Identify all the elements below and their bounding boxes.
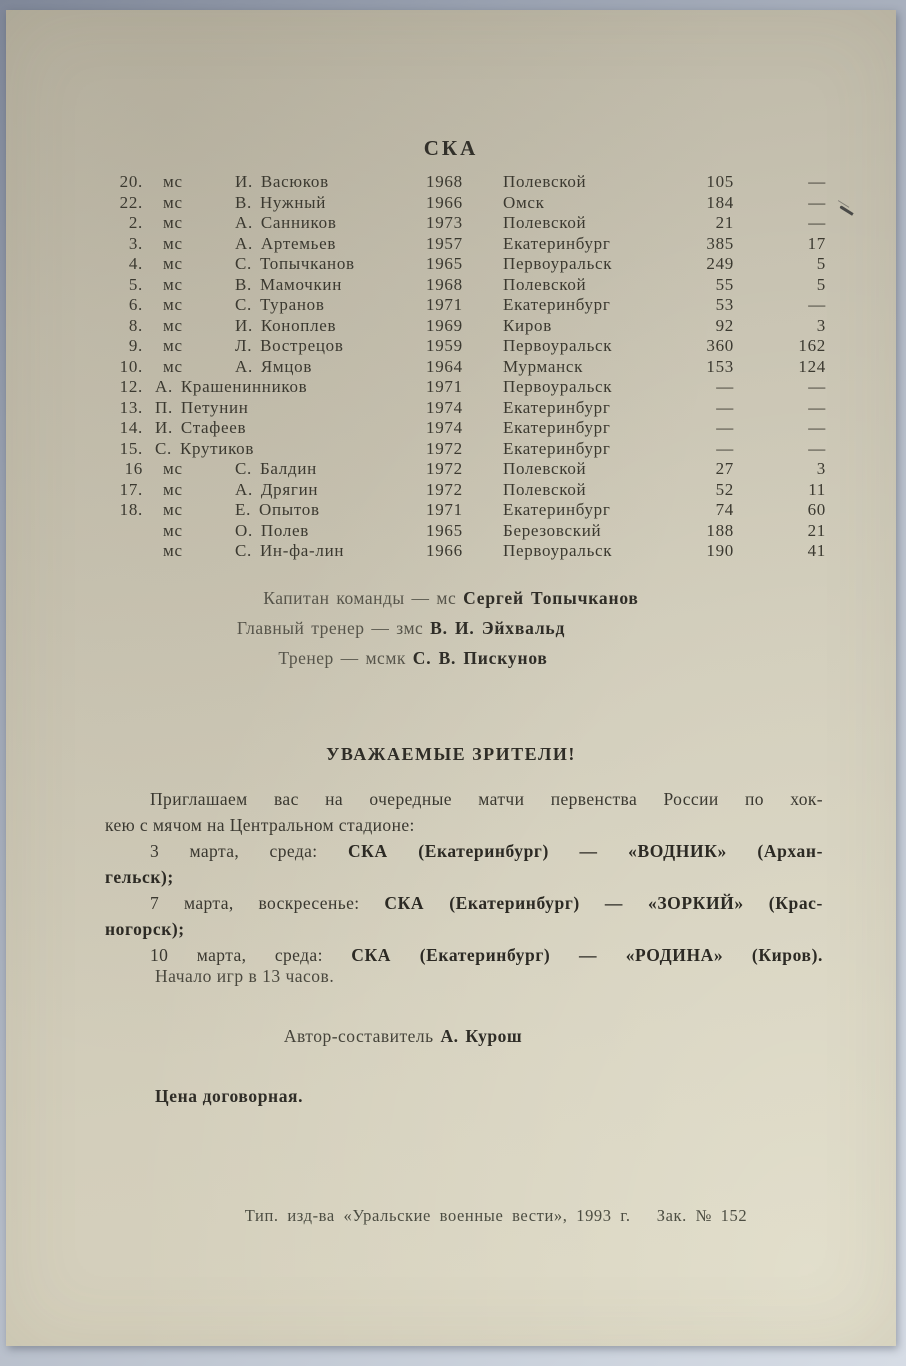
intro-paragraph — [105, 786, 823, 838]
player-city: Полевской — [503, 459, 587, 478]
goals-count: 3 — [816, 315, 826, 335]
captain-line — [6, 583, 896, 613]
birth-year: 1969 — [426, 315, 463, 335]
player-number: 15. — [119, 438, 143, 458]
goals-count: 5 — [816, 254, 826, 273]
birth-year: 1971 — [426, 500, 463, 519]
goals-count: — — [808, 418, 826, 437]
games-count: 74 — [715, 500, 734, 519]
player-name: А. Артемьев — [235, 233, 337, 253]
player-city: Полевской — [503, 479, 587, 499]
roster-row — [95, 316, 832, 337]
player-name: Л. Вострецов — [235, 336, 344, 355]
player-number: 16 — [124, 459, 143, 478]
match-line — [105, 890, 823, 916]
birth-year: 1959 — [426, 336, 463, 355]
games-count: 249 — [706, 254, 734, 273]
roster-row — [95, 480, 832, 501]
captain-name: Сергей Топычканов — [463, 588, 639, 608]
pen-mark-artifact — [839, 205, 853, 215]
goals-count: 17 — [807, 233, 826, 253]
player-city: Киров — [503, 315, 552, 335]
staff-block — [6, 583, 896, 673]
player-number: 13. — [119, 397, 143, 417]
birth-year: 1971 — [426, 295, 463, 314]
roster-row — [95, 193, 832, 214]
head-coach-name: В. И. Эйхвальд — [430, 618, 566, 638]
match-line — [105, 942, 823, 968]
match-announcement — [105, 942, 823, 968]
player-rank: мс — [163, 479, 183, 499]
player-city: Екатеринбург — [503, 418, 611, 437]
roster-table — [95, 172, 832, 562]
roster-row — [95, 254, 832, 275]
games-count: 360 — [706, 336, 734, 355]
birth-year: 1974 — [426, 397, 463, 417]
games-count: 385 — [706, 233, 734, 253]
birth-year: 1974 — [426, 418, 463, 437]
player-city: Первоуральск — [503, 254, 613, 273]
player-number: 6. — [128, 295, 143, 314]
player-rank: мс — [163, 233, 183, 253]
scanned-program-page — [6, 10, 896, 1346]
price-line: Цена договорная. — [155, 1086, 304, 1106]
captain-label: Капитан команды — мс — [263, 588, 457, 608]
games-count: — — [716, 438, 734, 458]
birth-year: 1966 — [426, 541, 463, 560]
roster-row — [95, 295, 832, 316]
player-name: О. Полев — [235, 520, 309, 540]
roster-row — [95, 521, 832, 542]
player-city: Полевской — [503, 213, 587, 232]
page-title: СКА — [423, 136, 479, 160]
player-city: Екатеринбург — [503, 233, 611, 253]
imprint-text: Тип. изд-ва «Уральские военные вести», 1993 г. Зак. № 152 — [244, 1206, 748, 1225]
player-number: 4. — [128, 254, 143, 273]
birth-year: 1964 — [426, 356, 463, 376]
player-number: 2. — [128, 213, 143, 232]
goals-count: — — [808, 192, 826, 212]
games-count: 27 — [715, 459, 734, 478]
roster-row — [95, 377, 832, 398]
match-continuation-text: гельск); — [105, 867, 174, 887]
games-count: 92 — [715, 315, 734, 335]
games-count: 105 — [706, 172, 734, 191]
start-time-line: Начало игр в 13 часов. — [155, 966, 335, 986]
player-name: И. Васюков — [235, 172, 329, 191]
match-date: 10 марта, среда: — [150, 945, 352, 965]
birth-year: 1968 — [426, 274, 463, 294]
goals-count: — — [808, 213, 826, 232]
birth-year: 1973 — [426, 213, 463, 232]
birth-year: 1968 — [426, 172, 463, 191]
roster-row — [95, 172, 832, 193]
player-city: Полевской — [503, 172, 587, 191]
player-city: Екатеринбург — [503, 500, 611, 519]
goals-count: — — [808, 438, 826, 458]
player-number: 9. — [128, 336, 143, 355]
player-number: 3. — [128, 233, 143, 253]
games-count: 21 — [715, 213, 734, 232]
player-name: С. Крутиков — [155, 438, 255, 458]
imprint-line — [6, 1206, 896, 1226]
author-line — [6, 1026, 896, 1047]
goals-count: — — [808, 377, 826, 396]
birth-year: 1966 — [426, 192, 463, 212]
player-number: 18. — [119, 500, 143, 519]
roster-row — [95, 541, 832, 562]
player-name: С. Топычканов — [235, 254, 355, 273]
player-rank: мс — [163, 172, 183, 191]
intro-line-1: Приглашаем вас на очередные матчи первенства России по хок- — [150, 789, 823, 809]
birth-year: 1971 — [426, 377, 463, 396]
birth-year: 1965 — [426, 520, 463, 540]
player-name: С. Балдин — [235, 459, 317, 478]
player-rank: мс — [163, 295, 183, 314]
author-line-inner — [284, 1026, 522, 1046]
coach-line — [0, 643, 858, 673]
match-continuation — [105, 916, 823, 942]
match-teams: СКА (Екатеринбург) — «ЗОРКИЙ» (Крас- — [384, 893, 823, 913]
player-rank: мс — [163, 336, 183, 355]
goals-count: 11 — [808, 479, 826, 499]
player-rank: мс — [163, 356, 183, 376]
head-coach-line — [0, 613, 846, 643]
goals-count: 3 — [816, 459, 826, 478]
player-number — [95, 521, 143, 542]
player-name: А. Дрягин — [235, 479, 319, 499]
goals-count: 41 — [807, 541, 826, 560]
roster-row — [95, 418, 832, 439]
match-teams: СКА (Екатеринбург) — «РОДИНА» (Киров). — [351, 945, 823, 965]
games-count: 52 — [715, 479, 734, 499]
match-teams: СКА (Екатеринбург) — «ВОДНИК» (Архан- — [347, 841, 823, 861]
player-name: А. Санников — [235, 213, 337, 232]
birth-year: 1965 — [426, 254, 463, 273]
birth-year: 1957 — [426, 233, 463, 253]
head-coach-label: Главный тренер — змс — [236, 618, 424, 638]
player-rank: мс — [163, 500, 183, 519]
games-count: 188 — [706, 520, 734, 540]
coach-name: С. В. Пискунов — [412, 648, 548, 668]
author-label: Автор-составитель — [283, 1026, 434, 1046]
match-line — [105, 838, 823, 864]
player-name: А. Крашенинников — [155, 377, 308, 396]
player-rank: мс — [163, 192, 183, 212]
games-count: 184 — [706, 192, 734, 212]
match-date: 3 марта, среда: — [150, 841, 348, 861]
match-announcement — [105, 890, 823, 942]
roster-row — [95, 234, 832, 255]
games-count: 55 — [715, 274, 734, 294]
player-name: П. Петунин — [155, 397, 249, 417]
player-rank: мс — [163, 459, 183, 478]
goals-count: 124 — [798, 356, 826, 376]
goals-count: 21 — [807, 520, 826, 540]
player-rank: мс — [163, 541, 183, 560]
player-number: 8. — [128, 315, 143, 335]
roster-row — [95, 336, 832, 357]
player-rank: мс — [163, 213, 183, 232]
player-city: Екатеринбург — [503, 438, 611, 458]
roster-row — [95, 275, 832, 296]
goals-count: — — [808, 397, 826, 417]
player-rank: мс — [163, 274, 183, 294]
player-name: Е. Опытов — [235, 500, 320, 519]
goals-count: — — [808, 295, 826, 314]
player-name: С. Ин-фа-лин — [235, 541, 345, 560]
match-continuation-text: ногорск); — [105, 919, 185, 939]
player-city: Березовский — [503, 520, 602, 540]
match-date: 7 марта, воскресенье: — [150, 893, 385, 913]
player-number: 20. — [119, 172, 143, 191]
player-city: Первоуральск — [503, 336, 613, 355]
player-name: И. Стафеев — [155, 418, 247, 437]
player-number — [95, 541, 143, 562]
player-name: С. Туранов — [235, 295, 325, 314]
roster-row — [95, 439, 832, 460]
player-city: Первоуральск — [503, 377, 613, 396]
player-rank: мс — [163, 520, 183, 540]
goals-count: 162 — [798, 336, 826, 355]
games-count: 190 — [706, 541, 734, 560]
player-name: В. Нужный — [235, 192, 327, 212]
player-number: 22. — [119, 192, 143, 212]
goals-count: 60 — [807, 500, 826, 519]
player-rank: мс — [163, 254, 183, 273]
player-number: 10. — [119, 356, 143, 376]
birth-year: 1972 — [426, 479, 463, 499]
games-count: 53 — [715, 295, 734, 314]
player-city: Первоуральск — [503, 541, 613, 560]
coach-label: Тренер — мсмк — [278, 648, 406, 668]
player-name: И. Коноплев — [235, 315, 337, 335]
player-city: Екатеринбург — [503, 295, 611, 314]
player-city: Полевской — [503, 274, 587, 294]
player-number: 17. — [119, 479, 143, 499]
roster-row — [95, 213, 832, 234]
player-number: 12. — [119, 377, 143, 396]
author-name: А. Курош — [440, 1026, 523, 1046]
spectators-heading: УВАЖАЕМЫЕ ЗРИТЕЛИ! — [326, 744, 576, 764]
player-number: 5. — [128, 274, 143, 294]
intro-line-2: кею с мячом на Центральном стадионе: — [105, 815, 415, 835]
player-city: Екатеринбург — [503, 397, 611, 417]
player-rank: мс — [163, 315, 183, 335]
games-count: — — [716, 418, 734, 437]
player-city: Мурманск — [503, 356, 584, 376]
games-count: 153 — [706, 356, 734, 376]
birth-year: 1972 — [426, 459, 463, 478]
goals-count: 5 — [816, 274, 826, 294]
player-number: 14. — [119, 418, 143, 437]
goals-count: — — [808, 172, 826, 191]
player-city: Омск — [503, 192, 545, 212]
match-announcement — [105, 838, 823, 890]
matches-block — [105, 838, 823, 968]
games-count: — — [716, 397, 734, 417]
games-count: — — [716, 377, 734, 396]
roster-row — [95, 459, 832, 480]
roster-row — [95, 357, 832, 378]
roster-row — [95, 398, 832, 419]
player-name: В. Мамочкин — [235, 274, 343, 294]
roster-row — [95, 500, 832, 521]
match-continuation — [105, 864, 823, 890]
birth-year: 1972 — [426, 438, 463, 458]
player-name: А. Ямцов — [235, 356, 313, 376]
